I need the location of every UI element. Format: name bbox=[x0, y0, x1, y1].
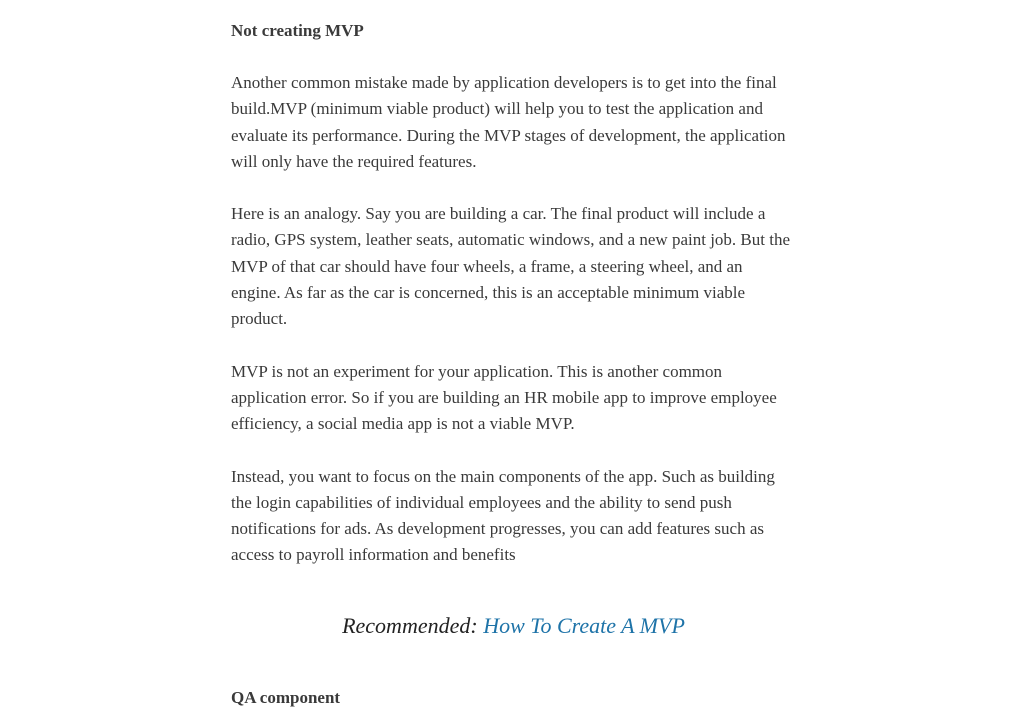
paragraph-not-experiment: MVP is not an experiment for your application. This is another common application error. So if you are building an HR mobile app to improve employee efficiency, a social media app is not a viable MVP. bbox=[231, 361, 777, 434]
section-heading-qa-component: QA component bbox=[231, 687, 341, 707]
recommended-link[interactable]: How To Create A MVP bbox=[483, 612, 685, 638]
paragraph-main-components: Instead, you want to focus on the main components of the app. Such as building the login capabilities of individual employees and the ability to send push notifications for ads. As development progresses, you can add features such as access to payroll information and benefits bbox=[231, 466, 775, 565]
paragraph-final-build: Another common mistake made by application developers is to get into the final build.MVP (minimum viable product) will help you to test the application and evaluate its performance. During the MVP stages of development, the application will only have the required features. bbox=[231, 73, 786, 171]
section-heading-not-creating-mvp: Not creating MVP bbox=[231, 21, 364, 40]
paragraph-car-analogy: Here is an analogy. Say you are building a car. The final product will include a radio, GPS system, leather seats, automatic windows, and a new paint job. But the MVP of that car should have four wheels, a frame, a steering wheel, and an engine. As far as the car is concerned, this is an acceptable minimum viable product. bbox=[231, 204, 791, 329]
recommended-callout bbox=[231, 611, 796, 641]
recommended-label: Recommended: bbox=[342, 612, 478, 638]
article-body bbox=[231, 18, 796, 711]
